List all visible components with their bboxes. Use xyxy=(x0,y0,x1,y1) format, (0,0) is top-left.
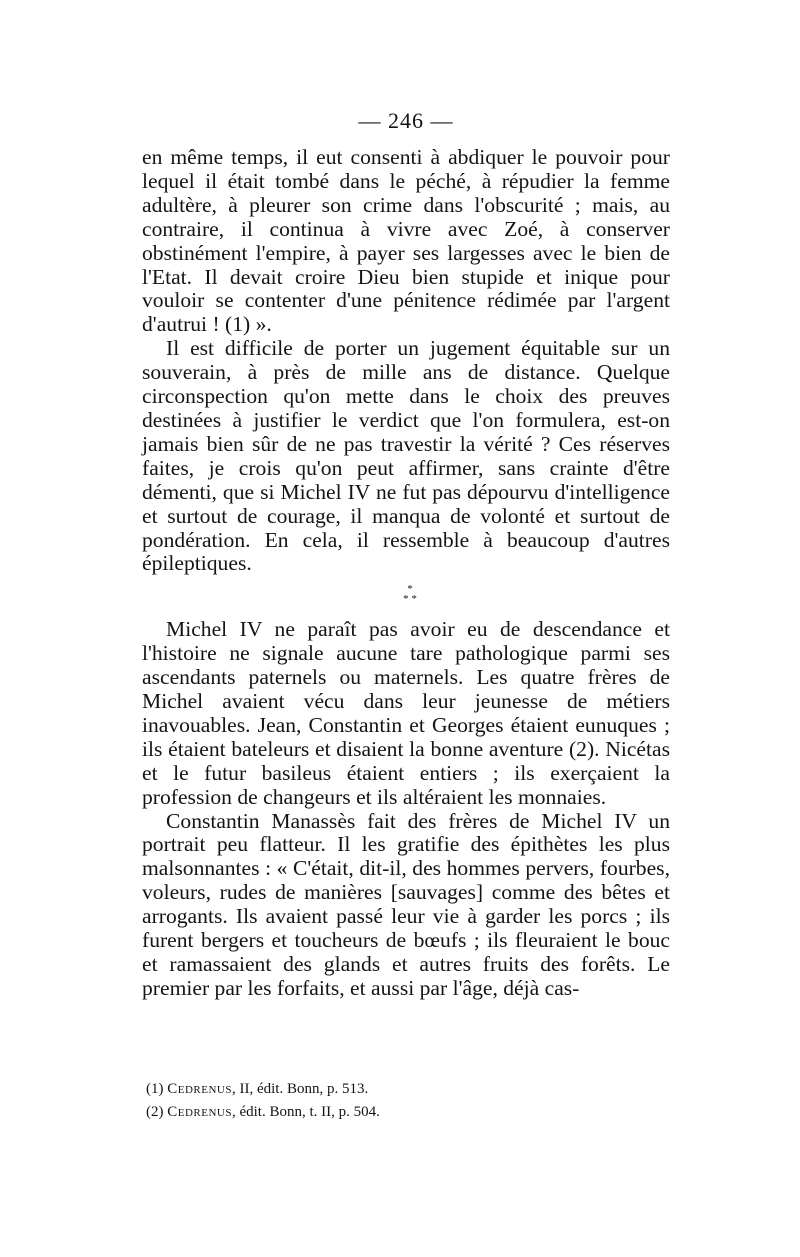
paragraph-continued: en même temps, il eut consenti à abdiquer le pouvoir pour lequel il était tombé dans le péché, à répudier la femme adultère, à pleurer son crime dans l'obscurité ; mais, au contraire, il continua à vivre avec Zoé, à conserver obstinément l'empire, à payer ses largesses avec le bien de l'Etat. Il devait croire Dieu bien stupide et inique pour vouloir se contenter d'une pénitence rédimée par l'argent d'autrui ! (1) ». xyxy=(142,145,670,337)
asterism-bottom: * * xyxy=(403,593,417,606)
body-text xyxy=(142,146,670,1001)
asterism-top: * xyxy=(407,583,413,596)
paragraph: Michel IV ne paraît pas avoir eu de descendance et l'histoire ne signale aucune tare pathologique parmi ses ascendants paternels ou maternels. Les quatre frères de Michel avaient vécu dans leur jeunesse de métiers inavouables. Jean, Constantin et Georges étaient eunuques ; ils étaient bateleurs et disaient la bonne aventure (2). Nicétas et le futur basileus étaient entiers ; ils exerçaient la profession de changeurs et ils altéraient les monnaies. xyxy=(142,617,670,809)
footnote-reference: , II, édit. Bonn, p. 513. xyxy=(231,1081,369,1097)
paragraph: Constantin Manassès fait des frères de Michel IV un portrait peu flatteur. Il les gratifie des épithètes les plus malsonnantes : « C'était, dit-il, des hommes pervers, fourbes, voleurs, rudes de manières [sauvages] comme des bêtes et arrogants. Ils avaient passé leur vie à garder les porcs ; ils furent bergers et toucheurs de bœufs ; ils fleuraient le bouc et ramassaient des glands et autres fruits des forêts. Le premier par les forfaits, et aussi par l'âge, déjà cas- xyxy=(142,808,670,1000)
paragraph: Il est difficile de porter un jugement équitable sur un souverain, à près de mille ans de distance. Quelque circonspection qu'on mette dans le choix des preuves destinées à justifier le verdict que l'on formulera, est-on jamais bien sûr de ne pas travestir la vérité ? Ces réserves faites, je crois qu'on peut affirmer, sans crainte d'être démenti, que si Michel IV ne fut pas dépourvu d'intelligence et surtout de courage, il manqua de volonté et surtout de pondération. En cela, il ressemble à beaucoup d'autres épileptiques. xyxy=(142,336,670,576)
footnote-marker: (2) xyxy=(146,1104,164,1120)
book-page xyxy=(142,0,670,1257)
footnotes xyxy=(146,1078,666,1124)
footnote-marker: (1) xyxy=(146,1081,164,1097)
footnote-reference: , édit. Bonn, t. II, p. 504. xyxy=(231,1104,380,1120)
footnote-1 xyxy=(146,1078,666,1101)
footnote-2 xyxy=(146,1101,666,1124)
footnote-author: Cedrenus xyxy=(167,1081,232,1097)
section-separator-asterism xyxy=(142,584,670,604)
page-number: — 246 — xyxy=(358,108,454,133)
footnote-author: Cedrenus xyxy=(167,1104,232,1120)
